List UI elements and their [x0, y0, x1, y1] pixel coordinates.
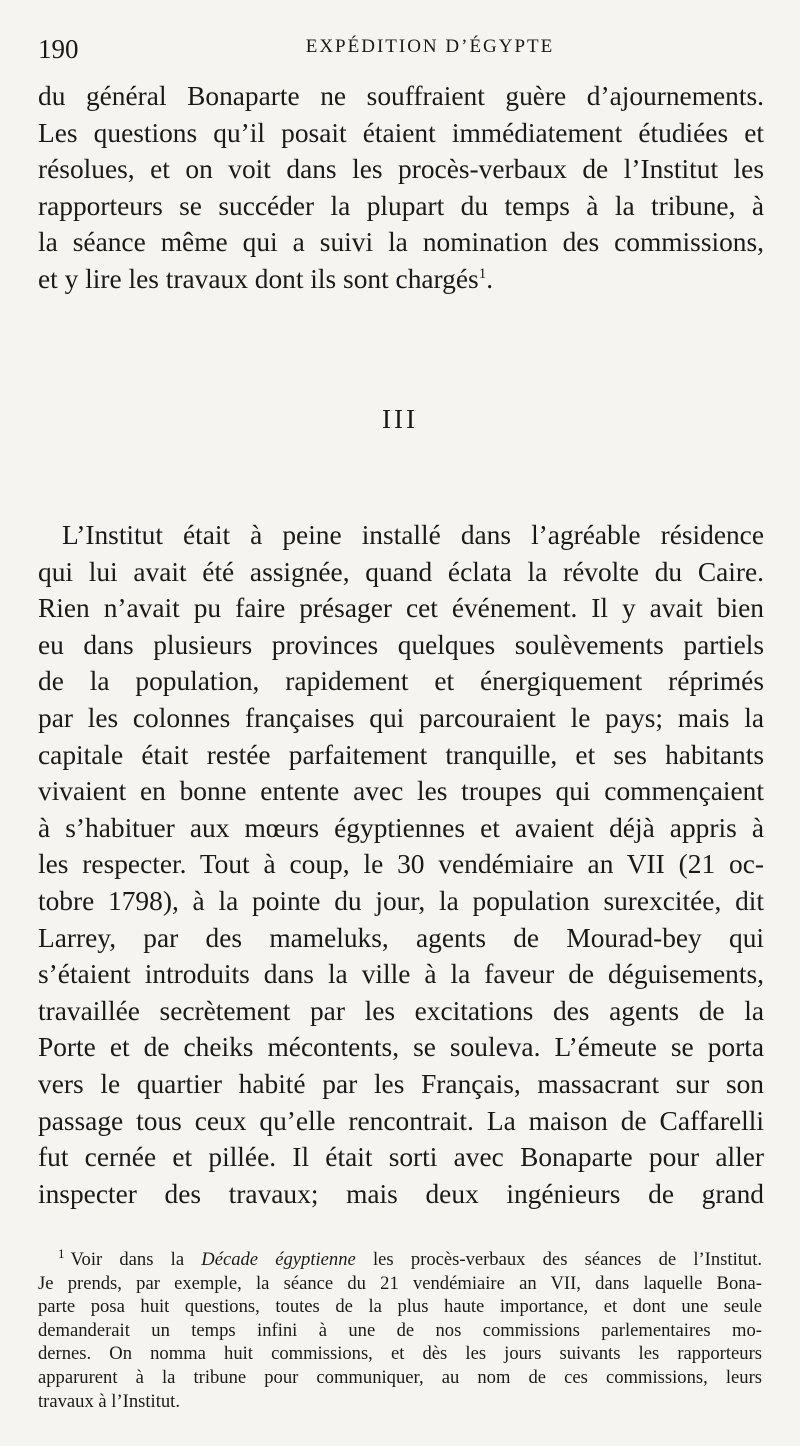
text-line: inspecter des travaux; mais deux ingénieurs de grand [38, 1178, 764, 1209]
text-line: du général Bonaparte ne souffraient guère d’ajournements. [38, 81, 764, 111]
text-line: eu dans plusieurs provinces quelques soulèvements partiels [38, 629, 764, 660]
paragraph-main [38, 517, 764, 1212]
section-heading: III [382, 404, 418, 434]
text-line: travaillée secrètement par les excitations des agents de la [38, 995, 764, 1026]
running-title: EXPÉDITION D’ÉGYPTE [305, 36, 555, 57]
text-line: s’étaient introduits dans la ville à la faveur de déguisements, [38, 959, 764, 990]
footnote-line: apparurent à la tribune pour communiquer, au nom de ces commissions, leurs [38, 1366, 762, 1388]
footnote-marker: 1 [58, 1245, 65, 1261]
paragraph-continuation [38, 78, 764, 298]
text-line: capitale était restée parfaitement tranquille, et ses habitants [38, 739, 764, 770]
text-line: vers le quartier habité par les Français, massacrant sur son [38, 1068, 764, 1099]
footnote-block [38, 1245, 763, 1413]
text-line: Rien n’avait pu faire présager cet événement. Il y avait bien [38, 593, 764, 624]
text-line: résolues, et on voit dans les procès-verbaux de l’Institut les [38, 154, 764, 185]
text-line: par les colonnes françaises qui parcouraient le pays; mais la [38, 702, 764, 733]
footnote-text: les procès-verbaux des séances de l’Institut. [373, 1249, 763, 1270]
footnote-reference[interactable]: 1 [478, 265, 487, 282]
text-line: qui lui avait été assignée, quand éclata la révolte du Caire. [38, 556, 764, 587]
text-line: passage tous ceux qu’elle rencontrait. La maison de Caffarelli [38, 1105, 764, 1136]
text-line: fut cernée et pillée. Il était sorti avec Bonaparte pour aller [38, 1142, 764, 1173]
running-header [38, 30, 762, 70]
publication-title: Décade égyptienne [201, 1249, 356, 1270]
text-line: et y lire les travaux dont ils sont chargés [38, 263, 479, 294]
page-number: 190 [38, 34, 79, 64]
footnote-line: travaux à l’Institut. [38, 1390, 180, 1412]
text-line: à s’habituer aux mœurs égyptiennes et avaient déjà appris à [38, 812, 764, 843]
footnote-line: dernes. On nomma huit commissions, et dès les jours suivants les rapporteurs [38, 1343, 762, 1365]
text-line: de la population, rapidement et énergiquement réprimés [38, 666, 764, 697]
footnote-line: parte posa huit questions, toutes de la plus haute importance, et dont une seule [38, 1296, 762, 1318]
text-line: tobre 1798), à la pointe du jour, la population surexcitée, dit [38, 885, 764, 916]
text-line: Larrey, par des mameluks, agents de Mourad-bey qui [38, 922, 764, 953]
footnote-line: demanderait un temps infini à une de nos commissions parlementaires mo- [38, 1319, 762, 1341]
text-line: rapporteurs se succéder la plupart du temps à la tribune, à [38, 190, 764, 221]
text-line: L’Institut était à peine installé dans l’agréable résidence [62, 520, 764, 550]
footnote-line [38, 1245, 763, 1272]
text-line: Porte et de cheiks mécontents, se souleva. L’émeute se porta [38, 1032, 764, 1063]
footnote-text: Voir dans la [70, 1249, 185, 1270]
text-line: les respecter. Tout à coup, le 30 vendémiaire an VII (21 oc- [38, 849, 764, 880]
text-line: vivaient en bonne entente avec les troupes qui commençaient [38, 776, 764, 807]
sentence-end: . [486, 263, 494, 294]
text-line: la séance même qui a suivi la nomination des commissions, [38, 227, 764, 258]
footnote-line: Je prends, par exemple, la séance du 21 vendémiaire an VII, dans laquelle Bona- [38, 1272, 762, 1294]
text-line: Les questions qu’il posait étaient immédiatement étudiées et [38, 117, 764, 148]
text-line-final [38, 261, 764, 298]
